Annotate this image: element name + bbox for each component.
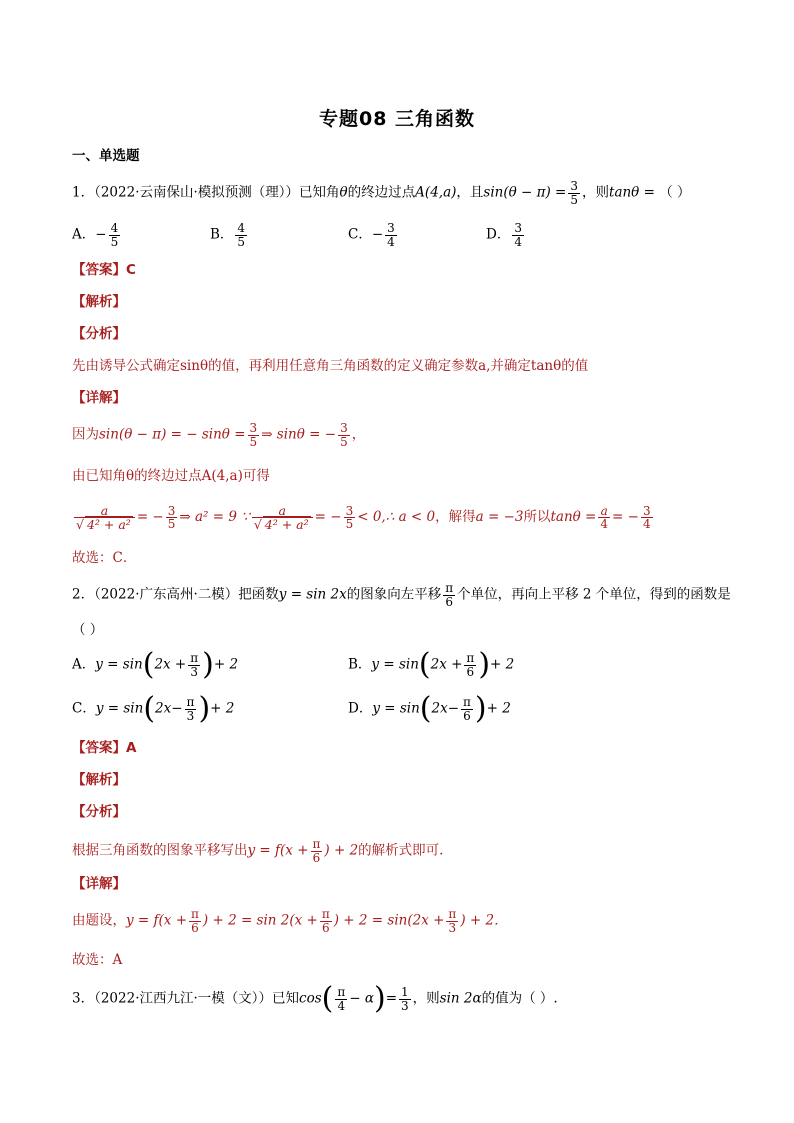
q1-stem: 1．（2022·云南保山·模拟预测（理））已知角θ的终边过点A(4,a)，且sin(θ − π) = $\frac{3}{5}$ ，则tanθ = （ ） — [72, 179, 691, 207]
q1-step2: 由已知角θ的终边过点A(4,a)可得 — [72, 468, 270, 484]
q1-xiangjie-tag: 【详解】 — [72, 390, 126, 406]
q1-cond-fraction: $\frac{3}{5}$ — [570, 179, 579, 207]
q2-fenxi-tag: 【分析】 — [72, 804, 126, 820]
q1-step1: 因为sin(θ − π) = − sinθ = $\frac{3}{5}$ ⇒ sinθ = − $\frac{3}{5}$ ， — [72, 421, 366, 449]
q2-step: 由题设，y = f(x + $\frac{\pi}{6}$ ) + 2 = sin 2(x + $\frac{\pi}{6}$ ) + 2 = sin(2x + $\frac{\pi}{3}$ ) + 2． — [72, 907, 508, 935]
q1-step3: $\frac{a}{\text{√ 4² + a²}}$ = − $\frac{3}{5}$ ⇒ a² = 9 ∵ $\frac{a}{\text{√ 4² + a²}}$ = − $\frac{3}{5}$ < 0,∴ a < 0，解得a = −3所以tanθ = $\frac{a}{4}$ = − $\frac{3}{4}$ — [76, 503, 651, 533]
q2-jiexi: 【解析】 — [72, 772, 126, 788]
section-heading: 一、单选题 — [72, 148, 140, 164]
q1-jiexi: 【解析】 — [72, 294, 126, 310]
q1-option-b: B． $\frac{4}{5}$ — [210, 221, 246, 249]
q1-fenxi-tag: 【分析】 — [72, 326, 126, 342]
q2-fenxi: 根据三角函数的图象平移写出y = f(x + $\frac{\pi}{6}$ ) + 2的解析式即可. — [72, 837, 444, 865]
q2-xiangjie-tag: 【详解】 — [72, 876, 126, 892]
q2-conclusion: 故选：A — [72, 952, 123, 968]
q2-answer: 【答案】A — [72, 740, 137, 756]
q2-option-c: C．y = sin(2x− $\frac{\pi}{3}$ )+ 2 — [72, 691, 235, 727]
q1-option-a: A．− $\frac{4}{5}$ — [72, 221, 119, 249]
q1-answer: 【答案】C — [72, 262, 136, 278]
q2-option-b: B．y = sin(2x + $\frac{\pi}{6}$ )+ 2 — [348, 647, 515, 683]
q2-stem: 2．（2022·广东高州·二模）把函数y = sin 2x的图象向左平移 $\frac{\pi}{6}$ 个单位，再向上平移 2 个单位，得到的函数是 — [72, 581, 731, 609]
q1-option-c: C．− $\frac{3}{4}$ — [348, 221, 395, 249]
q1-conclusion: 故选：C． — [72, 550, 137, 566]
q2-option-a: A．y = sin(2x + $\frac{\pi}{3}$ )+ 2 — [72, 647, 239, 683]
q1-option-d: D． $\frac{3}{4}$ — [486, 221, 522, 249]
page-title: 专题08 三角函数 — [318, 108, 476, 130]
q2-blank: （ ） — [72, 622, 104, 638]
q2-option-d: D．y = sin(2x− $\frac{\pi}{6}$ )+ 2 — [348, 691, 511, 727]
q3-stem: 3．（2022·江西九江·一模（文））已知cos( $\frac{\pi}{4}$ − α)= $\frac{1}{3}$ ，则sin 2α的值为（ ）. — [72, 981, 558, 1017]
q1-fenxi: 先由诱导公式确定sinθ的值，再利用任意角三角函数的定义确定参数a,并确定tanθ的值 — [72, 358, 589, 374]
